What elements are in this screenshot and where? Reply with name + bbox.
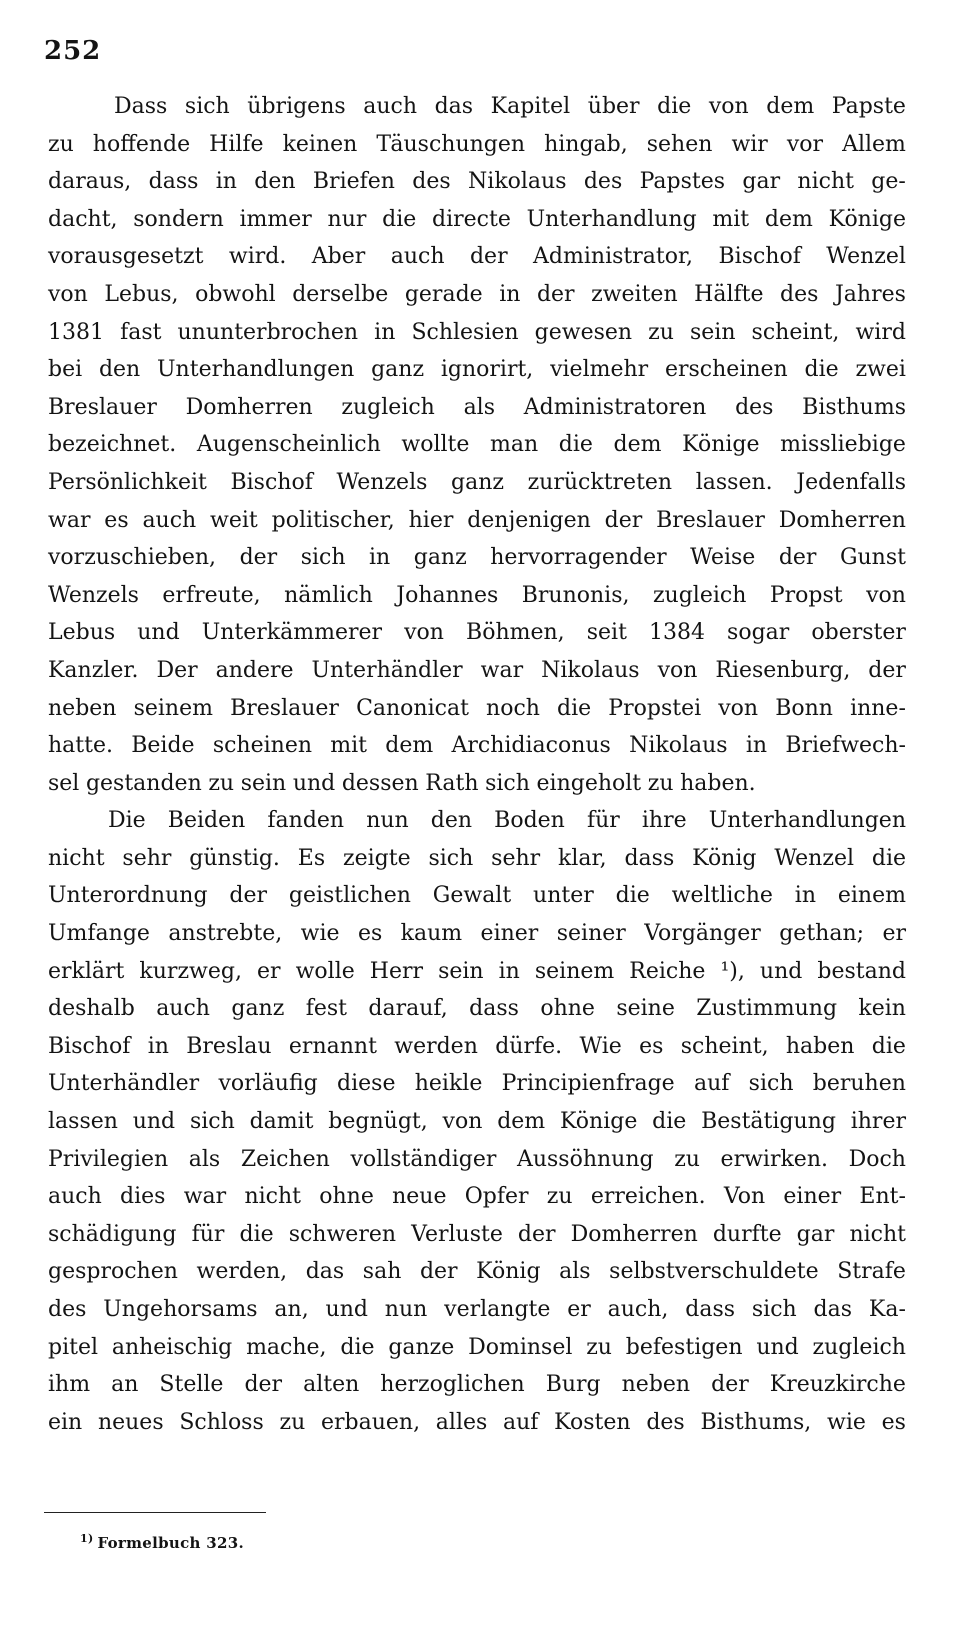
text-line: nicht sehr günstig. Es zeigte sich sehr klar, dass König Wenzel die: [48, 845, 906, 871]
text-line: Kanzler. Der andere Unterhändler war Nikolaus von Riesenburg, der: [48, 657, 906, 683]
text-line: vorausgesetzt wird. Aber auch der Administrator, Bischof Wenzel: [48, 244, 906, 270]
text-line: erklärt kurzweg, er wolle Herr sein in seinem Reiche ¹), und bestand: [48, 958, 906, 984]
body-text: [48, 88, 906, 1441]
text-line: auch dies war nicht ohne neue Opfer zu erreichen. Von einer Ent-: [48, 1184, 906, 1210]
text-line: Umfange anstrebte, wie es kaum einer seiner Vorgänger gethan; er: [48, 921, 906, 947]
text-line: des Ungehorsams an, und nun verlangte er auch, dass sich das Ka-: [48, 1297, 906, 1322]
text-line: hatte. Beide scheinen mit dem Archidiaconus Nikolaus in Briefwech-: [48, 733, 906, 759]
text-line: gesprochen werden, das sah der König als selbstverschuldete Strafe: [48, 1259, 906, 1285]
text-line: schädigung für die schweren Verluste der Domherren durfte gar nicht: [48, 1221, 906, 1247]
text-line: war es auch weit politischer, hier denjenigen der Breslauer Domherren: [48, 507, 906, 533]
text-line: Bischof in Breslau ernannt werden dürfe. Wie es scheint, haben die: [48, 1033, 906, 1059]
text-line: sel gestanden zu sein und dessen Rath sich eingeholt zu haben.: [48, 770, 756, 796]
text-line: 1381 fast ununterbrochen in Schlesien gewesen zu sein scheint, wird: [48, 319, 906, 345]
text-line: pitel anheischig mache, die ganze Dominsel zu befestigen und zugleich: [48, 1334, 906, 1360]
text-line: neben seinem Breslauer Canonicat noch die Propstei von Bonn inne-: [48, 695, 906, 721]
footnote-marker: 1): [80, 1532, 94, 1545]
text-line: lassen und sich damit begnügt, von dem Könige die Bestätigung ihrer: [48, 1109, 906, 1135]
text-line: daraus, dass in den Briefen des Nikolaus des Papstes gar nicht ge-: [48, 169, 906, 195]
text-line: bei den Unterhandlungen ganz ignorirt, vielmehr erscheinen die zwei: [48, 357, 906, 383]
text-line: ihm an Stelle der alten herzoglichen Burg neben der Kreuzkirche: [48, 1372, 906, 1398]
text-line: zu hoffende Hilfe keinen Täuschungen hingab, sehen wir vor Allem: [48, 131, 906, 157]
text-line: Dass sich übrigens auch das Kapitel über die von dem Papste: [114, 94, 906, 119]
text-line: Wenzels erfreute, nämlich Johannes Brunonis, zugleich Propst von: [48, 582, 906, 608]
text-line: ein neues Schloss zu erbauen, alles auf Kosten des Bisthums, wie es: [48, 1409, 906, 1435]
footnote-text: Formelbuch 323.: [97, 1534, 245, 1552]
text-line: Persönlichkeit Bischof Wenzels ganz zurücktreten lassen. Jedenfalls: [48, 469, 906, 495]
text-line: Privilegien als Zeichen vollständiger Aussöhnung zu erwirken. Doch: [48, 1146, 906, 1172]
footnote: [80, 1532, 244, 1552]
footnote-divider: [44, 1512, 266, 1513]
text-line: von Lebus, obwohl derselbe gerade in der zweiten Hälfte des Jahres: [48, 281, 906, 307]
text-line: dacht, sondern immer nur die directe Unterhandlung mit dem Könige: [48, 206, 906, 232]
text-line: Breslauer Domherren zugleich als Administratoren des Bisthums: [48, 394, 906, 420]
text-line: Lebus und Unterkämmerer von Böhmen, seit 1384 sogar oberster: [48, 620, 906, 646]
text-line: Unterhändler vorläufig diese heikle Principienfrage auf sich beruhen: [48, 1071, 906, 1097]
text-line: bezeichnet. Augenscheinlich wollte man die dem Könige missliebige: [48, 432, 906, 458]
page-number: 252: [44, 36, 102, 66]
text-line: Die Beiden fanden nun den Boden für ihre Unterhandlungen: [108, 808, 906, 834]
text-line: Unterordnung der geistlichen Gewalt unter die weltliche in einem: [48, 883, 906, 909]
text-line: vorzuschieben, der sich in ganz hervorragender Weise der Gunst: [48, 545, 906, 571]
text-line: deshalb auch ganz fest darauf, dass ohne seine Zustimmung kein: [48, 996, 906, 1022]
